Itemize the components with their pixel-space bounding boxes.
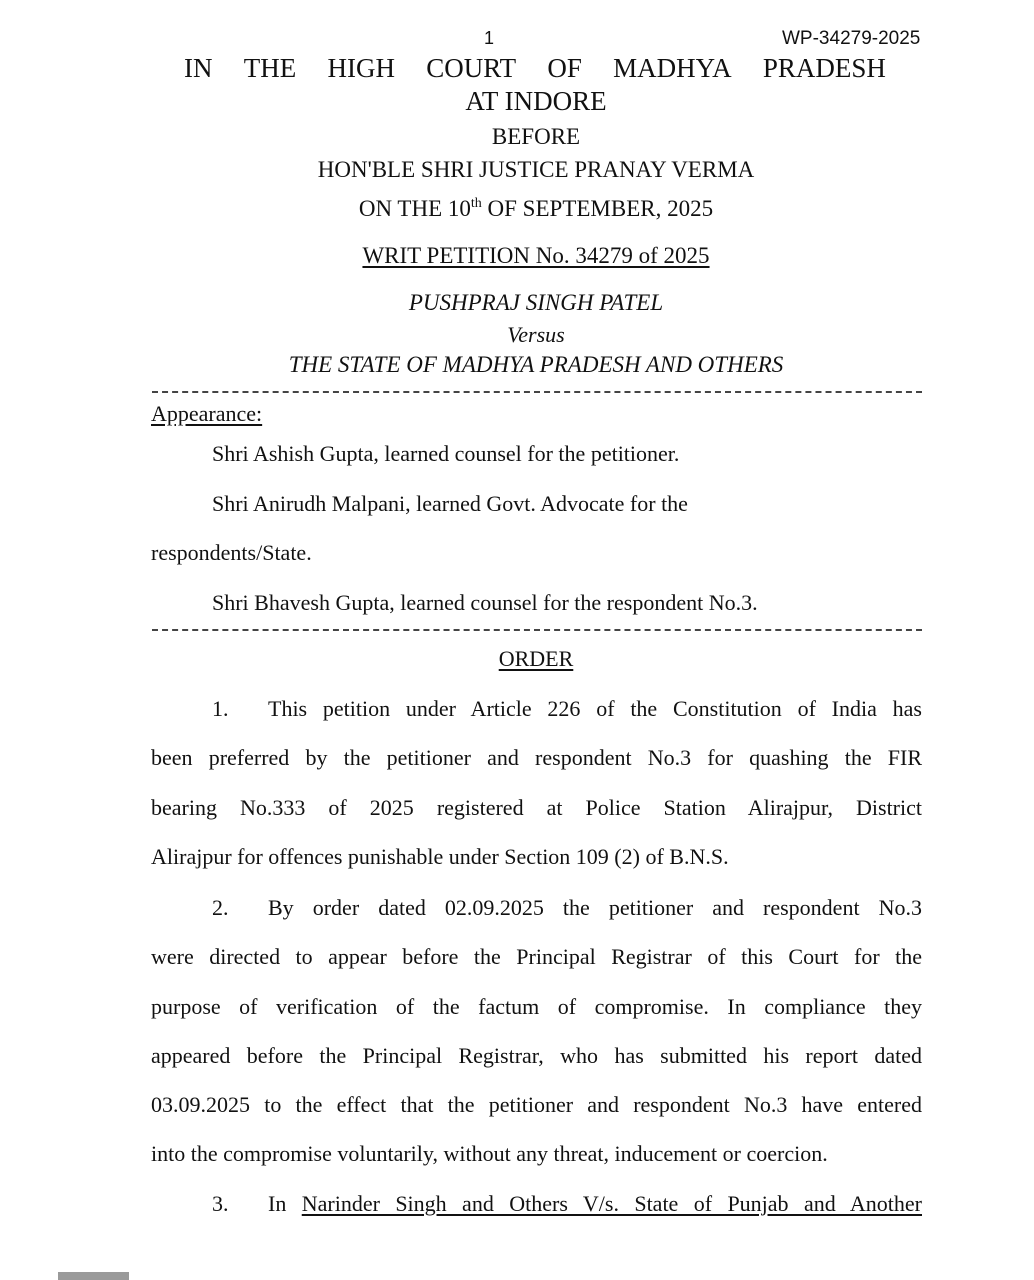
appearance-heading: Appearance: [151, 401, 263, 426]
case-code: WP-34279-2025 [782, 28, 921, 49]
para-3-prefix: In [268, 1191, 287, 1216]
page-number: 1 [484, 28, 495, 48]
para-1-text: This petition under Article 226 of the Constitution of India has [268, 696, 922, 721]
para-3-number: 3. [212, 1191, 229, 1216]
appearance-petitioner-counsel: Shri Ashish Gupta, learned counsel for the petitioner. [212, 441, 680, 466]
para-2-line: appeared before the Principal Registrar, who has submitted his report dated [151, 1043, 922, 1068]
court-word: HIGH [327, 53, 395, 83]
para-1-line: Alirajpur for offences punishable under Section 109 (2) of B.N.S. [151, 844, 729, 869]
writ-petition-number: WRIT PETITION No. 34279 of 2025 [362, 243, 710, 268]
court-name [184, 53, 886, 84]
para-2-line: purpose of verification of the factum of compromise. In compliance they [151, 994, 922, 1019]
appearance-respondent-counsel: Shri Bhavesh Gupta, learned counsel for the respondent No.3. [212, 590, 758, 615]
judge-name: HON'BLE SHRI JUSTICE PRANAY VERMA [317, 157, 755, 182]
para-1-line: bearing No.333 of 2025 registered at Police Station Alirajpur, District [151, 795, 922, 820]
before-label: BEFORE [491, 124, 581, 149]
para-2-line: into the compromise voluntarily, without any threat, inducement or coercion. [151, 1141, 828, 1166]
divider-top [152, 391, 922, 393]
para-1-line [212, 696, 922, 722]
order-title: ORDER [498, 646, 574, 671]
court-word: IN [184, 53, 213, 83]
scrollbar-thumb[interactable] [58, 1272, 129, 1280]
appearance-govt-advocate: Shri Anirudh Malpani, learned Govt. Advocate for the [212, 491, 688, 516]
order-date [0, 196, 1034, 222]
date-prefix: ON THE 10 [358, 196, 471, 221]
court-word: MADHYA [613, 53, 732, 83]
date-superscript: th [470, 196, 482, 211]
para-2-number: 2. [212, 895, 229, 920]
court-word: COURT [426, 53, 517, 83]
appearance-govt-advocate-cont: respondents/State. [151, 540, 312, 565]
court-word: PRADESH [762, 53, 886, 83]
court-seat: AT INDORE [465, 86, 607, 116]
case-citation: Narinder Singh and Others V/s. State of Punjab and Another [301, 1191, 922, 1216]
divider-bottom [152, 629, 922, 631]
court-word: THE [243, 53, 297, 83]
para-2-line [212, 895, 922, 921]
versus-label: Versus [507, 322, 565, 347]
para-2-text: By order dated 02.09.2025 the petitioner and respondent No.3 [268, 895, 922, 920]
para-2-line: were directed to appear before the Principal Registrar of this Court for the [151, 944, 922, 969]
court-word: OF [547, 53, 582, 83]
respondent-name: THE STATE OF MADHYA PRADESH AND OTHERS [288, 352, 784, 377]
para-1-number: 1. [212, 696, 229, 721]
para-3-line [212, 1191, 922, 1217]
para-2-line: 03.09.2025 to the effect that the petitioner and respondent No.3 have entered [151, 1092, 922, 1117]
petitioner-name: PUSHPRAJ SINGH PATEL [408, 290, 664, 315]
para-1-line: been preferred by the petitioner and respondent No.3 for quashing the FIR [151, 745, 922, 770]
date-suffix: OF SEPTEMBER, 2025 [481, 196, 714, 221]
